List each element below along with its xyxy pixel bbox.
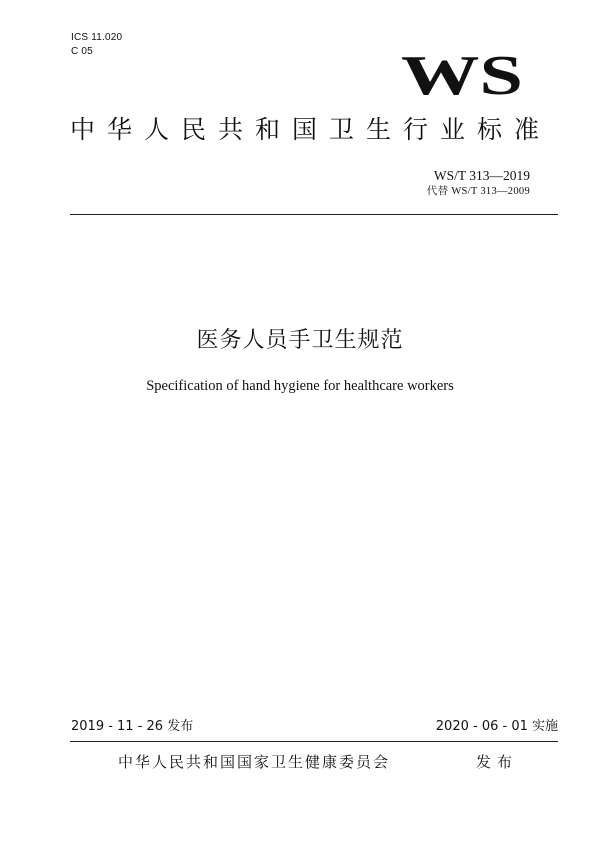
standard-replaces: 代替 WS/T 313—2009 (426, 186, 530, 197)
ccs-code: C 05 (71, 46, 93, 57)
implement-date: 2020 - 06 - 01 实施 (435, 719, 558, 734)
document-title-cn: 医务人员手卫生规范 (196, 328, 404, 353)
ics-code: ICS 11.020 (71, 32, 123, 43)
ws-logo (400, 52, 524, 100)
header-title: 中华人民共和国卫生行业标准 (70, 115, 552, 144)
issuing-authority: 中华人民共和国国家卫生健康委员会 (118, 753, 391, 771)
ws-logo-text: WS (401, 52, 523, 100)
top-divider (70, 214, 558, 215)
standard-number: WS/T 313—2019 (433, 168, 530, 183)
issue-label: 发布 (476, 753, 519, 771)
publish-date: 2019 - 11 - 26 发布 (71, 719, 194, 734)
bottom-divider (70, 741, 558, 742)
document-title-en: Specification of hand hygiene for healthcare workers (146, 378, 454, 394)
